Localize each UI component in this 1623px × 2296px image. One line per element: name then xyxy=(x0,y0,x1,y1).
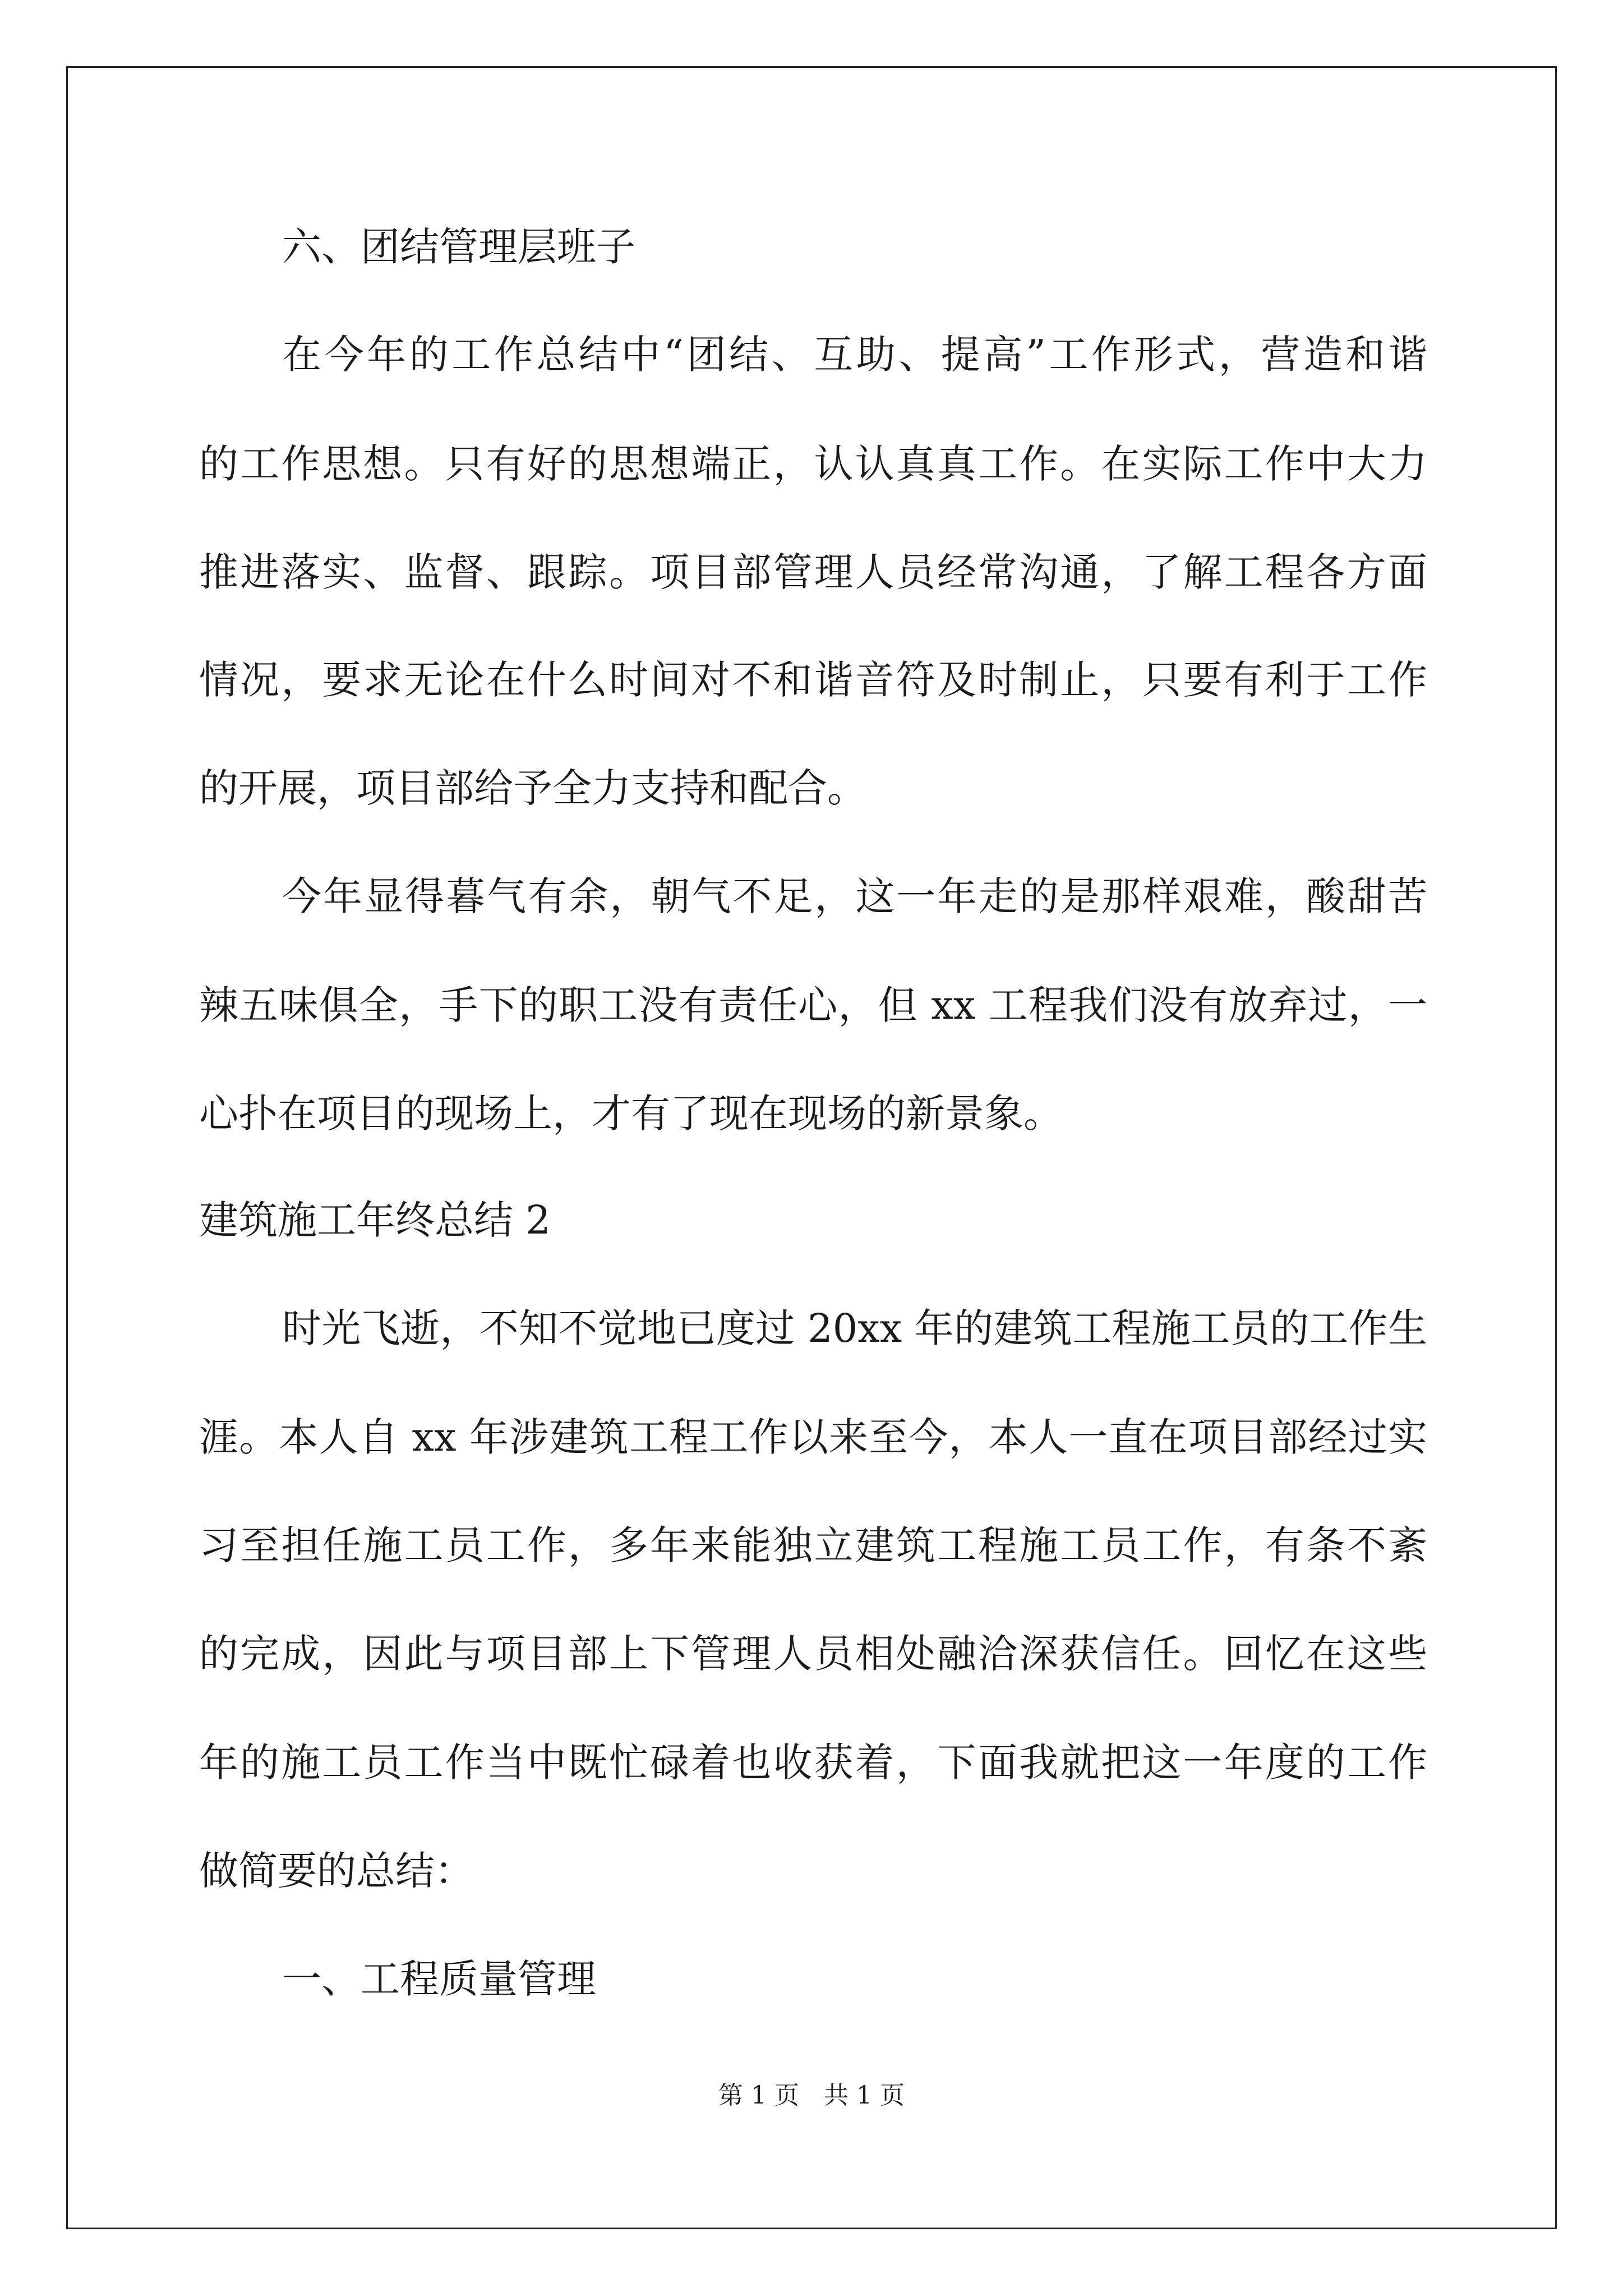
paragraph-line: 时光飞逝，不知不觉地已度过 20xx 年的建筑工程施工员的工作生 xyxy=(282,1305,1427,1351)
paragraph-line: 辣五味俱全，手下的职工没有责任心，但 xx 工程我们没有放弃过，一 xyxy=(199,982,1427,1028)
paragraph-line: 情况，要求无论在什么时间对不和谐音符及时制止，只要有利于工作 xyxy=(199,657,1427,703)
paragraph-line: 年的施工员工作当中既忙碌着也收获着，下面我就把这一年度的工作 xyxy=(199,1740,1427,1786)
paragraph-line: 习至担任施工员工作，多年来能独立建筑工程施工员工作，有条不紊 xyxy=(199,1522,1427,1568)
article-title: 建筑施工年终总结 2 xyxy=(199,1197,551,1243)
paragraph-line: 涯。本人自 xx 年涉建筑工程工作以来至今，本人一直在项目部经过实 xyxy=(199,1414,1427,1460)
section-heading-quality: 一、工程质量管理 xyxy=(282,1956,596,2002)
paragraph-line: 推进落实、监督、跟踪。项目部管理人员经常沟通，了解工程各方面 xyxy=(199,549,1427,595)
page-border xyxy=(66,66,1557,2229)
paragraph-line: 的完成，因此与项目部上下管理人员相处融洽深获信任。回忆在这些 xyxy=(199,1631,1427,1677)
paragraph-line: 心扑在项目的现场上，才有了现在现场的新景象。 xyxy=(199,1091,1063,1137)
paragraph-line: 的开展，项目部给予全力支持和配合。 xyxy=(199,765,866,811)
paragraph-line: 在今年的工作总结中“团结、互助、提高”工作形式，营造和谐 xyxy=(282,332,1427,378)
page-footer: 第 1 页 共 1 页 xyxy=(718,2081,905,2110)
paragraph-line: 做简要的总结： xyxy=(199,1848,474,1894)
paragraph-line: 的工作思想。只有好的思想端正，认认真真工作。在实际工作中大力 xyxy=(199,441,1427,487)
section-heading-unity: 六、团结管理层班子 xyxy=(282,224,635,270)
paragraph-line: 今年显得暮气有余，朝气不足，这一年走的是那样艰难，酸甜苦 xyxy=(282,873,1427,919)
